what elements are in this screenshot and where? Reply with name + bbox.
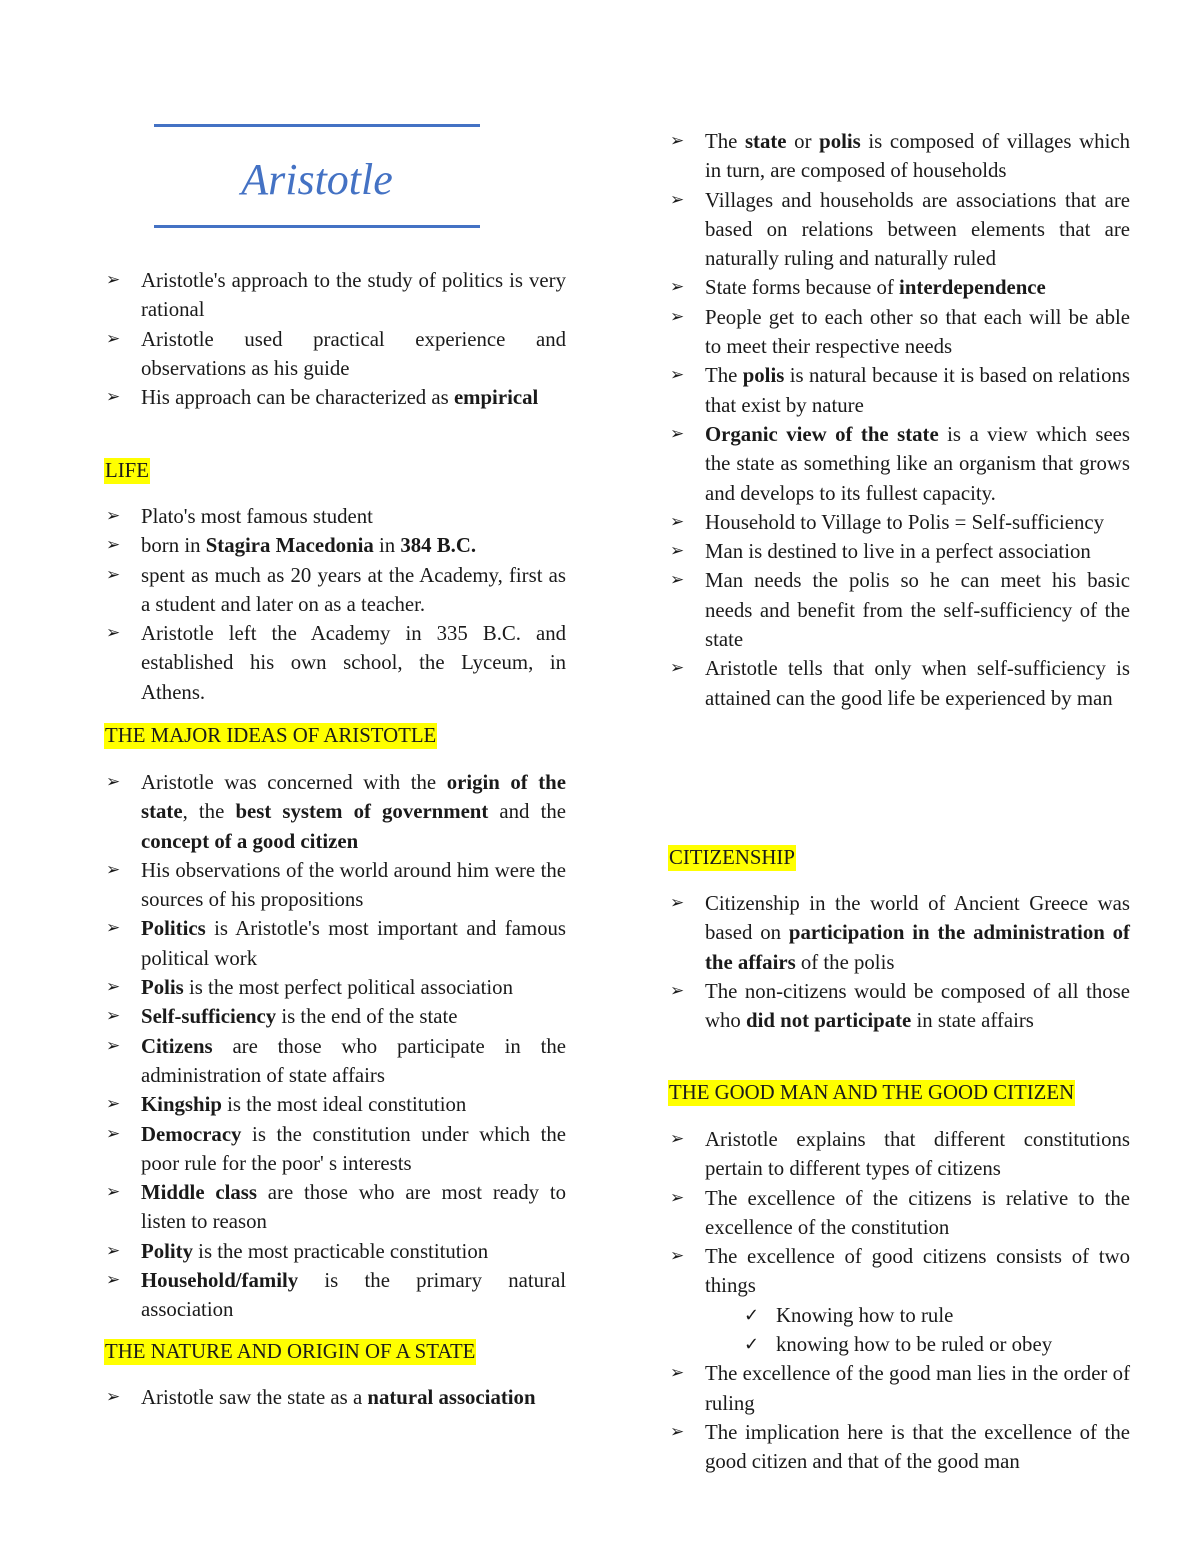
list-item (104, 1032, 566, 1091)
arrow-bullet-icon: ➢ (106, 1006, 121, 1027)
heading-text: THE GOOD MAN AND THE GOOD CITIZEN (669, 1081, 1075, 1104)
bold-text: participation in the administration of the affairs (705, 921, 1130, 974)
heading-text: THE NATURE AND ORIGIN OF A STATE (105, 1340, 476, 1363)
item-text: The implication here is that the excellence of the good citizen and that of the good man (705, 1420, 1130, 1474)
list-item (668, 303, 1130, 362)
bold-text: origin of the state (141, 771, 566, 824)
nature-origin-list (104, 1383, 536, 1412)
checkmark-icon: ✓ (744, 1304, 760, 1326)
item-text: in (373, 534, 401, 558)
item-text: Man needs the polis so he can meet his basic needs and benefit from the self-sufficiency of the state (705, 569, 1130, 652)
item-text: People get to each other so that each will be able to meet their respective needs (705, 305, 1130, 359)
arrow-bullet-icon: ➢ (106, 623, 121, 644)
check-item (668, 1330, 1130, 1359)
arrow-bullet-icon: ➢ (670, 306, 685, 327)
item-text: spent as much as 20 years at the Academy, first as a student and later on as a teacher. (141, 563, 566, 616)
bold-text: did not participate (746, 1009, 912, 1033)
heading-text: LIFE (105, 459, 149, 482)
arrow-bullet-icon: ➢ (106, 859, 121, 880)
list-item (668, 127, 1130, 186)
arrow-bullet-icon: ➢ (670, 365, 685, 386)
arrow-bullet-icon: ➢ (670, 277, 685, 298)
good-man-list-b (668, 1359, 1130, 1476)
arrow-bullet-icon: ➢ (106, 328, 121, 349)
bold-text: Middle class (141, 1181, 257, 1205)
bold-text: polis (819, 130, 861, 153)
item-text: , the (182, 800, 236, 824)
item-text: Man is destined to live in a perfect association (705, 540, 1091, 564)
arrow-bullet-icon: ➢ (106, 1123, 121, 1144)
list-item (104, 383, 566, 412)
life-list (104, 502, 566, 707)
bold-text: concept of a good citizen (141, 829, 359, 853)
title-rule-bottom (154, 225, 480, 228)
bold-text: Polity (141, 1239, 193, 1263)
item-text: The (705, 130, 745, 153)
item-text: is the most practicable constitution (192, 1239, 489, 1263)
item-text: Household to Village to Polis = Self-sufficiency (705, 510, 1105, 534)
list-item (668, 273, 1130, 302)
item-text: in state affairs (911, 1009, 1034, 1033)
item-text: His observations of the world around him were the sources of his propositions (141, 858, 566, 912)
arrow-bullet-icon: ➢ (670, 893, 685, 913)
item-text: is the most perfect political association (183, 976, 513, 1000)
major-ideas-list (104, 768, 566, 1325)
arrow-bullet-icon: ➢ (106, 387, 121, 408)
list-item (668, 1125, 1130, 1184)
item-text: Aristotle's approach to the study of politics is very rational (141, 269, 566, 322)
item-text: and the (488, 800, 566, 824)
list-item (104, 619, 566, 707)
bold-text: Polis (141, 976, 184, 1000)
list-item (668, 186, 1130, 274)
arrow-bullet-icon: ➢ (670, 1129, 685, 1149)
section-heading-nature-origin (104, 1339, 476, 1365)
arrow-bullet-icon: ➢ (670, 570, 685, 591)
item-text: The excellence of the good man lies in the order of ruling (705, 1362, 1130, 1415)
arrow-bullet-icon: ➢ (670, 131, 685, 151)
bold-text: Politics (141, 917, 206, 941)
section-heading-citizenship (668, 845, 796, 871)
item-text: Villages and households are associations that are based on relations between elements that are naturally ruling and naturally ruled (705, 188, 1130, 271)
item-text: are those who participate in the administration of state affairs (141, 1034, 566, 1087)
section-heading-life (104, 458, 150, 484)
bold-text: Citizens (141, 1034, 213, 1058)
list-item (104, 914, 566, 973)
good-citizen-checklist (668, 1301, 1130, 1360)
bold-text: state (744, 130, 787, 153)
arrow-bullet-icon: ➢ (670, 423, 685, 444)
bold-text: 384 B.C. (400, 534, 477, 558)
arrow-bullet-icon: ➢ (670, 1246, 685, 1267)
item-text: knowing how to be ruled or obey (776, 1333, 1053, 1357)
list-item (104, 768, 566, 856)
arrow-bullet-icon: ➢ (106, 535, 121, 556)
arrow-bullet-icon: ➢ (106, 1035, 121, 1056)
list-item (668, 889, 1130, 977)
arrow-bullet-icon: ➢ (106, 1240, 121, 1261)
item-text: Plato's most famous student (141, 505, 373, 528)
arrow-bullet-icon: ➢ (106, 506, 121, 526)
item-text: Aristotle tells that only when self-sufficiency is attained can the good life be experienced by man (705, 657, 1130, 710)
item-text: Aristotle saw the state as a (141, 1386, 368, 1409)
item-text: The non-citizens would be composed of all those who (705, 979, 1130, 1033)
bold-text: Organic view of the state (705, 422, 939, 446)
list-item (668, 566, 1130, 654)
arrow-bullet-icon: ➢ (670, 980, 685, 1001)
bold-text: Democracy (141, 1122, 242, 1146)
list-item (104, 561, 566, 620)
item-text: are those who are most ready to listen to reason (141, 1181, 566, 1234)
arrow-bullet-icon: ➢ (670, 1363, 685, 1384)
item-text: Knowing how to rule (776, 1303, 954, 1327)
arrow-bullet-icon: ➢ (106, 270, 121, 290)
good-man-list-a (668, 1125, 1130, 1301)
item-text: born in (141, 534, 206, 558)
item-text: Citizenship in the world of Ancient Greece was based on (705, 892, 1130, 945)
item-text: is Aristotle's most important and famous political work (141, 917, 566, 970)
list-item (104, 531, 566, 560)
list-item (668, 508, 1130, 537)
bold-text: best system of government (235, 800, 489, 824)
arrow-bullet-icon: ➢ (670, 658, 685, 679)
bold-text: Household/family (141, 1269, 299, 1293)
item-text: Aristotle used practical experience and observations as his guide (141, 327, 566, 380)
arrow-bullet-icon: ➢ (106, 564, 121, 585)
arrow-bullet-icon: ➢ (106, 772, 121, 792)
item-text: Aristotle explains that different constitutions pertain to different types of citizens (705, 1128, 1130, 1181)
item-text: is the most ideal constitution (221, 1093, 467, 1117)
list-item (104, 1090, 566, 1119)
item-text: is the primary natural association (141, 1269, 566, 1322)
item-text: His approach can be characterized as (141, 386, 454, 410)
item-text: The excellence of good citizens consists of two things (705, 1245, 1130, 1298)
heading-text: THE MAJOR IDEAS OF ARISTOTLE (105, 724, 437, 747)
list-item (668, 977, 1130, 1036)
list-item (668, 537, 1130, 566)
arrow-bullet-icon: ➢ (670, 1421, 685, 1442)
arrow-bullet-icon: ➢ (670, 541, 685, 562)
item-text: The excellence of the citizens is relative to the excellence of the constitution (705, 1186, 1130, 1239)
arrow-bullet-icon: ➢ (106, 977, 121, 998)
arrow-bullet-icon: ➢ (106, 1387, 121, 1407)
state-list (668, 127, 1130, 713)
item-text: is composed of villages which in turn, are composed of households (705, 130, 1130, 183)
item-text: is natural because it is based on relations that exist by nature (705, 364, 1130, 417)
arrow-bullet-icon: ➢ (670, 511, 685, 532)
check-item (668, 1301, 1130, 1330)
list-item (668, 420, 1130, 508)
list-item (104, 1120, 566, 1179)
heading-text: CITIZENSHIP (669, 846, 795, 869)
list-item (104, 856, 566, 915)
list-item (668, 1359, 1130, 1418)
intro-list (104, 266, 566, 412)
item-text: of the polis (795, 950, 895, 974)
section-heading-good-man-good-citizen (668, 1080, 1075, 1106)
item-text: Aristotle was concerned with the (141, 771, 447, 794)
arrow-bullet-icon: ➢ (670, 189, 685, 210)
list-item (104, 1002, 566, 1031)
citizenship-list (668, 889, 1130, 1035)
item-text: or (786, 130, 820, 153)
bold-text: interdependence (899, 276, 1046, 300)
item-text: The (705, 364, 743, 388)
list-item (104, 1383, 536, 1412)
list-item (104, 266, 566, 325)
bold-text: Kingship (141, 1093, 222, 1117)
list-item (104, 1266, 566, 1325)
title-block (154, 124, 480, 228)
arrow-bullet-icon: ➢ (106, 1182, 121, 1203)
list-item (668, 361, 1130, 420)
bold-text: Stagira Macedonia (205, 534, 374, 558)
bold-text: polis (742, 364, 785, 388)
arrow-bullet-icon: ➢ (670, 1187, 685, 1208)
checkmark-icon: ✓ (744, 1334, 760, 1356)
list-item (668, 1242, 1130, 1301)
arrow-bullet-icon: ➢ (106, 1094, 121, 1115)
bold-text: natural association (367, 1386, 536, 1409)
good-man-section (668, 1125, 1130, 1477)
item-text: is the constitution under which the poor rule for the poor' s interests (141, 1122, 566, 1175)
list-item (104, 973, 566, 1002)
arrow-bullet-icon: ➢ (106, 918, 121, 939)
bold-text: Self-sufficiency (141, 1005, 277, 1029)
item-text: State forms because of (705, 276, 900, 300)
bold-text: empirical (453, 386, 539, 410)
arrow-bullet-icon: ➢ (106, 1270, 121, 1291)
list-item (668, 654, 1130, 713)
section-heading-major-ideas (104, 723, 437, 749)
list-item (104, 325, 566, 384)
document-title: Aristotle (241, 155, 393, 204)
list-item (104, 502, 566, 531)
item-text: Aristotle left the Academy in 335 B.C. and established his own school, the Lyceum, in Athens. (141, 622, 566, 704)
list-item (104, 1178, 566, 1237)
item-text: is the end of the state (276, 1005, 458, 1029)
item-text: is a view which sees the state as something like an organism that grows and develops to its fullest capacity. (705, 422, 1131, 505)
list-item (668, 1418, 1130, 1477)
list-item (104, 1237, 566, 1266)
list-item (668, 1184, 1130, 1243)
